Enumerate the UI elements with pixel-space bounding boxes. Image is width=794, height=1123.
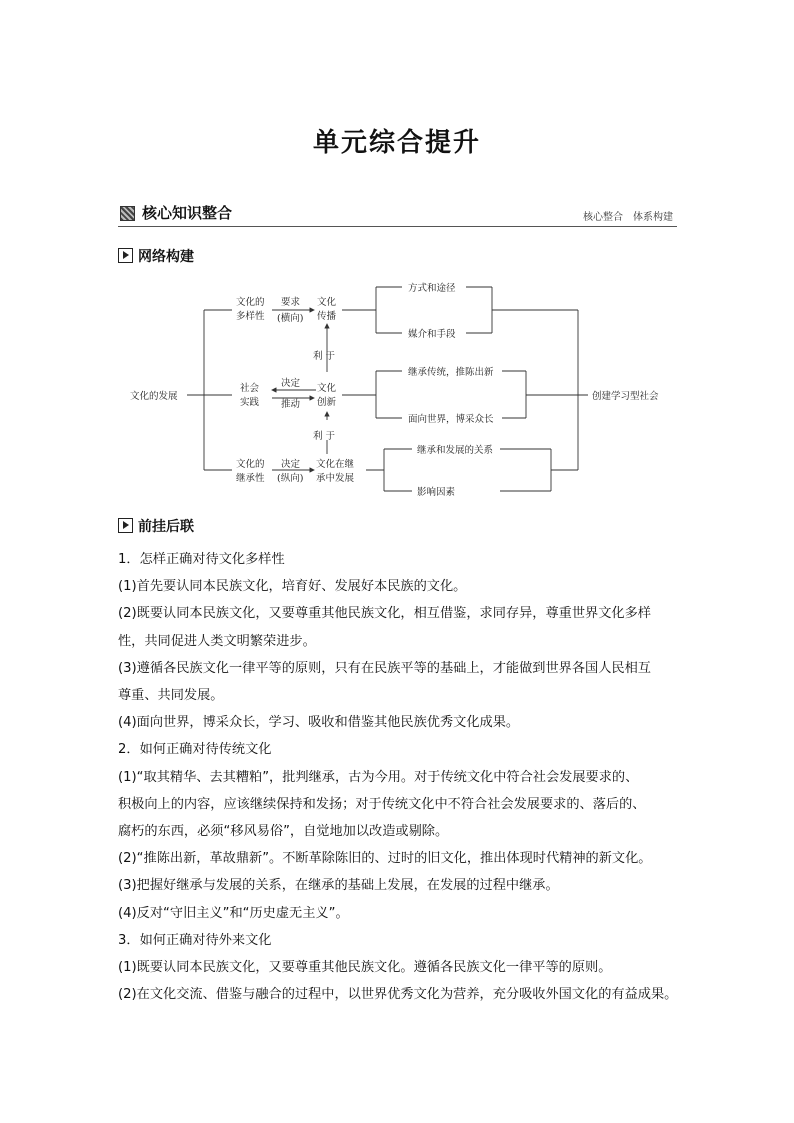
edge-decide2-sub: (纵向) <box>277 473 304 484</box>
node-innov-l2: 创新 <box>317 397 337 408</box>
node-practice-l1: 社会 <box>240 383 260 394</box>
content-line: (2)“推陈出新，革故鼎新”。不断革除陈旧的、过时的旧文化，推出体现时代精神的新文化。 <box>118 851 652 867</box>
node-spread-l1: 文化 <box>317 297 337 308</box>
branch-world: 面向世界，博采众长 <box>408 414 494 425</box>
node-dev-l1: 文化在继 <box>316 459 355 470</box>
node-innov-l1: 文化 <box>317 383 337 394</box>
content-line: (3)遵循各民族文化一律平等的原则，只有在民族平等的基础上，才能做到世界各国人民相互 <box>118 660 651 676</box>
node-spread-l2: 传播 <box>317 311 337 322</box>
branch-ways: 方式和途径 <box>408 283 456 294</box>
edge-require-sub: (横向) <box>277 313 304 324</box>
branch-factors: 影响因素 <box>417 487 456 498</box>
content-line: (4)反对“守旧主义”和“历史虚无主义”。 <box>118 905 349 921</box>
content-line: (1)首先要认同本民族文化，培育好、发展好本民族的文化。 <box>118 579 467 595</box>
edge-push-label: 推动 <box>281 399 301 410</box>
page-title: 单元综合提升 <box>312 128 481 158</box>
benefit-label-2: 利 于 <box>313 431 336 442</box>
content-line: 尊重、共同发展。 <box>118 688 224 704</box>
subheading-network-text: 网络构建 <box>138 249 194 265</box>
node-dev-l2: 承中发展 <box>316 473 355 484</box>
content-line: 2．如何正确对待传统文化 <box>118 742 272 758</box>
benefit-label-1: 利 于 <box>313 351 336 362</box>
content-line: (4)面向世界，博采众长，学习、吸收和借鉴其他民族优秀文化成果。 <box>118 715 520 731</box>
content-line: (2)在文化交流、借鉴与融合的过程中，以世界优秀文化为营养，充分吸收外国文化的有益成果。 <box>118 987 678 1003</box>
branch-relation: 继承和发展的关系 <box>417 445 494 456</box>
content-line: 积极向上的内容，应该继续保持和发扬；对于传统文化中不符合社会发展要求的、落后的、 <box>118 796 646 812</box>
branch-media: 媒介和手段 <box>408 329 456 340</box>
section-right-label: 核心整合 体系构建 <box>583 212 673 223</box>
content-line: (1)既要认同本民族文化，又要尊重其他民族文化。遵循各民族文化一律平等的原则。 <box>118 960 612 976</box>
edge-decide2-label: 决定 <box>281 459 301 470</box>
node-diversity-l1: 文化的 <box>236 297 265 308</box>
content-line: (3)把握好继承与发展的关系，在继承的基础上发展，在发展的过程中继承。 <box>118 878 559 894</box>
subheading-links <box>118 516 194 536</box>
edge-decide-label: 决定 <box>281 378 301 389</box>
subheading-links-text: 前挂后联 <box>138 519 194 535</box>
content-line: 1．怎样正确对待文化多样性 <box>118 552 285 567</box>
content-line: 腐朽的东西，必须“移风易俗”，自觉地加以改造或剔除。 <box>118 824 449 840</box>
content-line: 性，共同促进人类文明繁荣进步。 <box>118 633 316 649</box>
diagram-root: 文化的发展 <box>130 391 178 402</box>
node-inherit-l2: 继承性 <box>236 473 265 484</box>
content-line: (2)既要认同本民族文化，又要尊重其他民族文化，相互借鉴，求同存异，尊重世界文化多样 <box>118 606 651 622</box>
branch-tradition: 继承传统，推陈出新 <box>408 367 494 378</box>
content-body <box>118 546 680 1008</box>
final-node: 创建学习型社会 <box>592 391 659 402</box>
edge-require-label: 要求 <box>281 297 301 308</box>
content-line: 3．如何正确对待外来文化 <box>118 932 272 948</box>
section-heading: 核心知识整合 <box>142 204 233 222</box>
node-inherit-l1: 文化的 <box>236 459 265 470</box>
node-practice-l2: 实践 <box>240 397 260 408</box>
play-triangle-icon <box>118 518 133 533</box>
content-line: (1)“取其精华、去其糟粕”，批判继承，古为今用。对于传统文化中符合社会发展要求的、 <box>118 769 639 785</box>
node-diversity-l2: 多样性 <box>236 311 265 322</box>
